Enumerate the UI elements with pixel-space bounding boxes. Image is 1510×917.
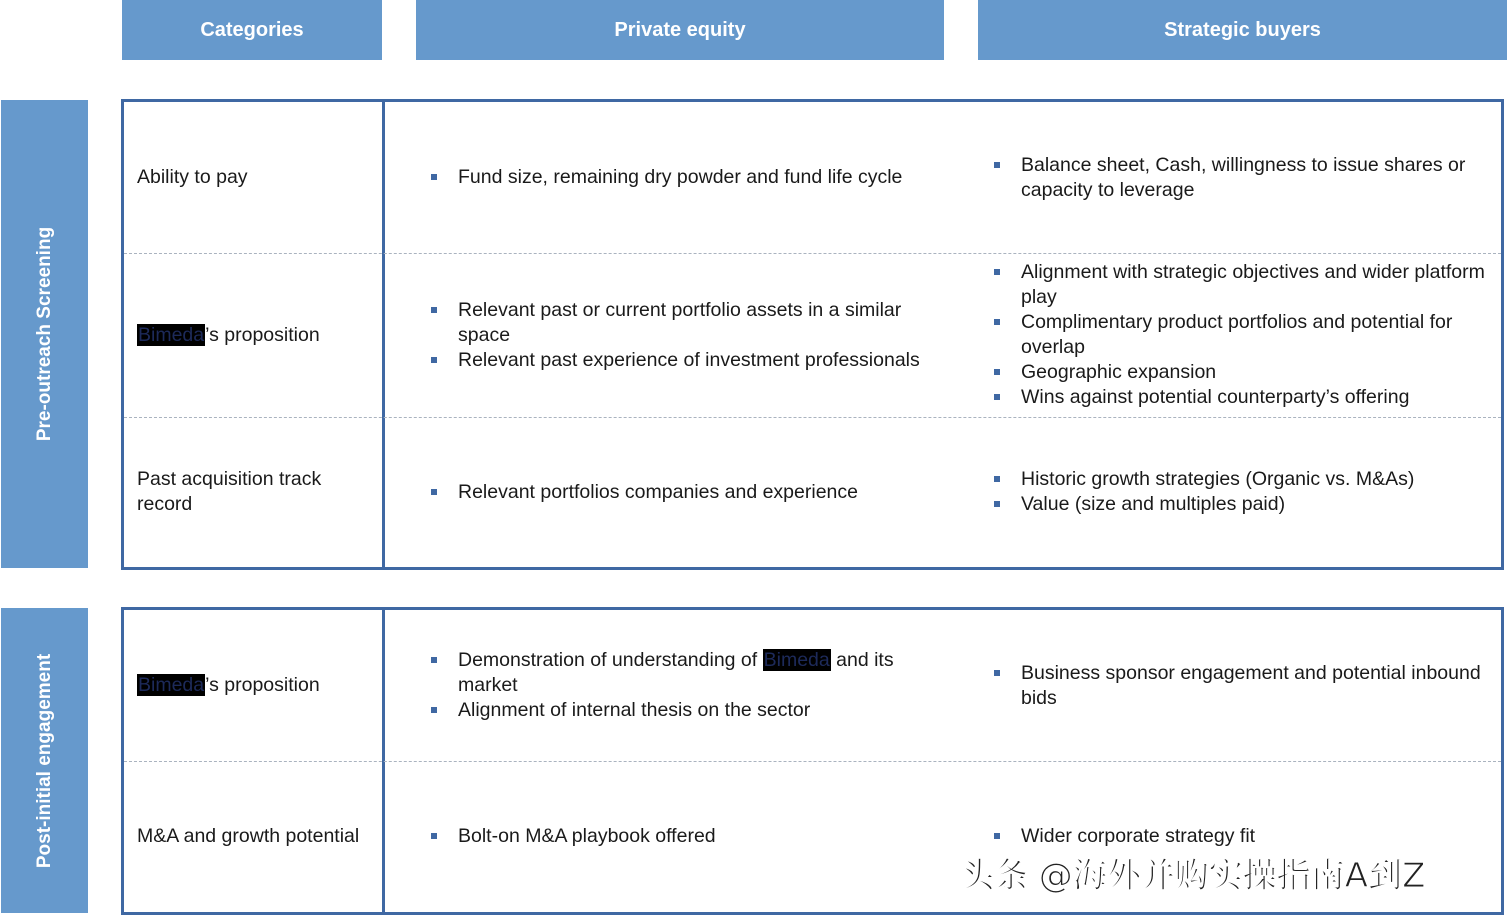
bullet-item: Complimentary product portfolios and potential for overlap xyxy=(994,310,1502,360)
bullet-item xyxy=(431,648,951,698)
watermark-text: 头条 @海外并购实操指南A到Z xyxy=(960,856,1426,896)
bullet-item: Historic growth strategies (Organic vs. M&As) xyxy=(994,467,1502,492)
strategic-buyers-cell xyxy=(994,610,1502,761)
pre-outreach-table xyxy=(121,99,1504,570)
redacted-name: Bimeda xyxy=(763,649,830,671)
section-post-engagement-label: Post-initial engagement xyxy=(33,653,55,868)
private-equity-cell xyxy=(431,761,951,912)
bullet-item: Relevant portfolios companies and experience xyxy=(431,480,951,505)
bullet-item: Fund size, remaining dry powder and fund life cycle xyxy=(431,165,951,190)
category-cell xyxy=(137,761,377,912)
bullet-item: Wins against potential counterparty’s offering xyxy=(994,385,1502,410)
bullet-text: and its market xyxy=(458,649,894,696)
category-text: ’s proposition xyxy=(205,674,320,696)
table-row-track-record xyxy=(124,417,1501,567)
category-text: Ability to pay xyxy=(137,166,248,188)
strategic-buyers-cell xyxy=(994,417,1502,567)
bullet-item: Business sponsor engagement and potential inbound bids xyxy=(994,661,1502,711)
header-private-equity-label: Private equity xyxy=(614,18,746,41)
category-cell xyxy=(137,253,377,417)
section-pre-outreach xyxy=(1,100,88,568)
table-row-proposition-post xyxy=(124,610,1501,761)
strategic-buyers-cell xyxy=(994,102,1502,253)
bullet-item: Balance sheet, Cash, willingness to issue shares or capacity to leverage xyxy=(994,153,1502,203)
header-categories xyxy=(122,0,382,60)
header-strategic-buyers xyxy=(978,0,1507,60)
private-equity-cell xyxy=(431,610,951,761)
private-equity-cell xyxy=(431,253,951,417)
bullet-item: Value (size and multiples paid) xyxy=(994,492,1502,517)
category-text: M&A and growth potential xyxy=(137,825,360,847)
header-categories-label: Categories xyxy=(200,18,304,41)
header-strategic-buyers-label: Strategic buyers xyxy=(1164,18,1321,41)
bullet-item: Relevant past or current portfolio assets in a similar space xyxy=(431,298,951,348)
bullet-item: Wider corporate strategy fit xyxy=(994,824,1502,849)
category-cell xyxy=(137,102,377,253)
header-private-equity xyxy=(416,0,944,60)
bullet-text: Demonstration of understanding of xyxy=(458,649,763,671)
category-cell xyxy=(137,610,377,761)
category-text: Past acquisition track record xyxy=(137,468,322,515)
section-pre-outreach-label: Pre-outreach Screening xyxy=(33,226,55,442)
redacted-name: Bimeda xyxy=(138,674,205,696)
table-row-proposition xyxy=(124,253,1501,417)
strategic-buyers-cell xyxy=(994,253,1502,417)
private-equity-cell xyxy=(431,102,951,253)
bullet-item: Alignment of internal thesis on the sector xyxy=(431,698,951,723)
redacted-name: Bimeda xyxy=(138,323,205,346)
section-post-engagement xyxy=(1,608,88,913)
private-equity-cell xyxy=(431,417,951,567)
bullet-item: Relevant past experience of investment professionals xyxy=(431,348,951,373)
bullet-item: Alignment with strategic objectives and wider platform play xyxy=(994,260,1502,310)
bullet-item: Geographic expansion xyxy=(994,360,1502,385)
bullet-item: Bolt-on M&A playbook offered xyxy=(431,824,951,849)
table-row-ability-to-pay xyxy=(124,102,1501,253)
category-cell xyxy=(137,417,377,567)
category-text: ’s proposition xyxy=(205,323,320,346)
